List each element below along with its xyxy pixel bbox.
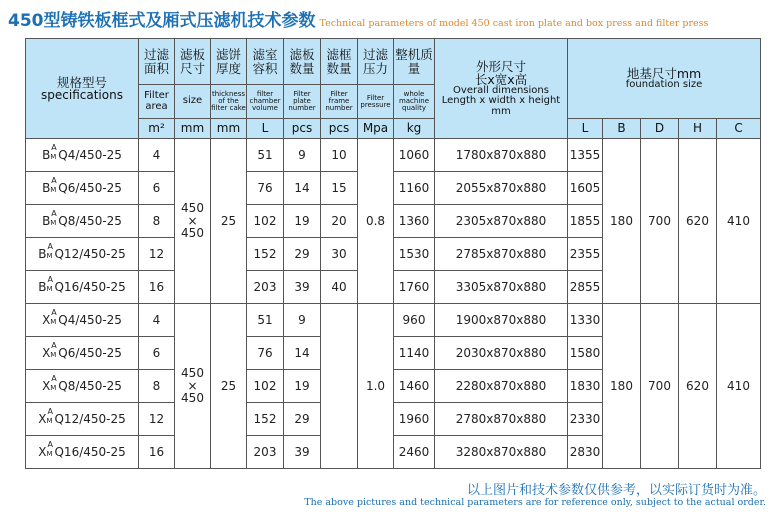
header-chamber-volume-en: filter chamber volume: [247, 85, 284, 119]
dims-cell: 2305x870x880: [435, 205, 568, 238]
model-cell: B A M Q4/450-25: [26, 139, 139, 172]
header-chamber-volume: 滤室容积: [247, 39, 284, 85]
volume-cell: 51: [247, 304, 284, 337]
cake-thickness-cell: 25: [211, 304, 247, 469]
header-frame-number: 滤框数量: [321, 39, 358, 85]
model-cell: X A M Q8/450-25: [26, 370, 139, 403]
cake-thickness-cell: 25: [211, 139, 247, 304]
volume-cell: 152: [247, 403, 284, 436]
pressure-cell: 0.8: [358, 139, 394, 304]
header-spec: 规格型号 specifications: [26, 39, 139, 139]
area-cell: 4: [139, 304, 175, 337]
plates-cell: 19: [284, 205, 321, 238]
header-plate-number-en: Filter plate number: [284, 85, 321, 119]
foundation-l-cell: 2330: [568, 403, 603, 436]
foundation-h-cell: 620: [679, 304, 717, 469]
frames-cell: 30: [321, 238, 358, 271]
title-chinese: 450型铸铁板框式及厢式压滤机技术参数: [8, 11, 316, 31]
area-cell: 12: [139, 238, 175, 271]
area-cell: 16: [139, 436, 175, 469]
page-title: [8, 6, 774, 32]
mass-cell: 1530: [394, 238, 435, 271]
mass-cell: 1060: [394, 139, 435, 172]
foundation-l-cell: 2355: [568, 238, 603, 271]
model-cell: B A M Q6/450-25: [26, 172, 139, 205]
foundation-l-cell: 1855: [568, 205, 603, 238]
area-cell: 4: [139, 139, 175, 172]
area-cell: 6: [139, 337, 175, 370]
plates-cell: 19: [284, 370, 321, 403]
foundation-h-cell: 620: [679, 139, 717, 304]
foundation-l-cell: 1580: [568, 337, 603, 370]
foundation-l-cell: 2855: [568, 271, 603, 304]
header-plate-size: 滤板尺寸: [175, 39, 211, 85]
volume-cell: 51: [247, 139, 284, 172]
foundation-l-cell: 2830: [568, 436, 603, 469]
plates-cell: 39: [284, 436, 321, 469]
dims-cell: 1900x870x880: [435, 304, 568, 337]
foundation-c-cell: 410: [717, 139, 761, 304]
model-cell: X A M Q4/450-25: [26, 304, 139, 337]
header-frame-number-en: Filter frame number: [321, 85, 358, 119]
foundation-col-b: B: [603, 119, 641, 139]
table-header: [26, 39, 761, 139]
mass-cell: 1760: [394, 271, 435, 304]
mass-cell: 960: [394, 304, 435, 337]
volume-cell: 76: [247, 172, 284, 205]
unit-machine-quality: kg: [394, 119, 435, 139]
volume-cell: 76: [247, 337, 284, 370]
header-machine-quality: 整机质量: [394, 39, 435, 85]
footer-note-english: The above pictures and technical parameters are for reference only, subject to the actual order.: [304, 497, 766, 508]
dims-cell: 3305x870x880: [435, 271, 568, 304]
header-filter-area: 过滤面积: [139, 39, 175, 85]
foundation-col-d: D: [641, 119, 679, 139]
table-row: [26, 139, 761, 172]
unit-filter-pressure: Mpa: [358, 119, 394, 139]
header-plate-number: 滤板数量: [284, 39, 321, 85]
frames-cell: 20: [321, 205, 358, 238]
foundation-col-l: L: [568, 119, 603, 139]
dims-cell: 1780x870x880: [435, 139, 568, 172]
header-foundation: 地基尺寸mm foundation size: [568, 39, 761, 119]
volume-cell: 102: [247, 370, 284, 403]
plates-cell: 14: [284, 172, 321, 205]
pressure-cell: 1.0: [358, 304, 394, 469]
model-cell: B A M Q12/450-25: [26, 238, 139, 271]
plate-size-cell: 450 × 450: [175, 304, 211, 469]
plates-cell: 39: [284, 271, 321, 304]
dims-cell: 2785x870x880: [435, 238, 568, 271]
unit-frame-number: pcs: [321, 119, 358, 139]
dims-cell: 2280x870x880: [435, 370, 568, 403]
header-filter-pressure-en: Filter pressure: [358, 85, 394, 119]
unit-plate-size: mm: [175, 119, 211, 139]
plates-cell: 29: [284, 403, 321, 436]
area-cell: 8: [139, 205, 175, 238]
foundation-b-cell: 180: [603, 304, 641, 469]
unit-cake-thickness: mm: [211, 119, 247, 139]
foundation-d-cell: 700: [641, 139, 679, 304]
foundation-l-cell: 1330: [568, 304, 603, 337]
model-cell: X A M Q16/450-25: [26, 436, 139, 469]
frames-cell: 10: [321, 139, 358, 172]
foundation-d-cell: 700: [641, 304, 679, 469]
plates-cell: 14: [284, 337, 321, 370]
foundation-col-c: C: [717, 119, 761, 139]
dims-cell: 3280x870x880: [435, 436, 568, 469]
plates-cell: 9: [284, 139, 321, 172]
header-plate-size-en: size: [175, 85, 211, 119]
area-cell: 6: [139, 172, 175, 205]
title-english: Technical parameters of model 450 cast iron plate and box press and filter press: [319, 18, 709, 29]
mass-cell: 1460: [394, 370, 435, 403]
mass-cell: 1360: [394, 205, 435, 238]
foundation-b-cell: 180: [603, 139, 641, 304]
header-machine-quality-en: whole machine quality: [394, 85, 435, 119]
unit-plate-number: pcs: [284, 119, 321, 139]
header-overall-dimensions: 外形尺寸 长x宽x高 Overall dimensions Length x width x height mm: [435, 39, 568, 139]
foundation-l-cell: 1830: [568, 370, 603, 403]
dims-cell: 2055x870x880: [435, 172, 568, 205]
foundation-col-h: H: [679, 119, 717, 139]
mass-cell: 1140: [394, 337, 435, 370]
header-cake-thickness: 滤饼厚度: [211, 39, 247, 85]
mass-cell: 1160: [394, 172, 435, 205]
plates-cell: 9: [284, 304, 321, 337]
foundation-l-cell: 1605: [568, 172, 603, 205]
model-cell: X A M Q6/450-25: [26, 337, 139, 370]
model-cell: X A M Q12/450-25: [26, 403, 139, 436]
model-cell: B A M Q8/450-25: [26, 205, 139, 238]
dims-cell: 2780x870x880: [435, 403, 568, 436]
frames-cell: 40: [321, 271, 358, 304]
volume-cell: 152: [247, 238, 284, 271]
area-cell: 16: [139, 271, 175, 304]
mass-cell: 1960: [394, 403, 435, 436]
foundation-l-cell: 1355: [568, 139, 603, 172]
area-cell: 12: [139, 403, 175, 436]
plates-cell: 29: [284, 238, 321, 271]
volume-cell: 203: [247, 271, 284, 304]
unit-filter-area: m²: [139, 119, 175, 139]
area-cell: 8: [139, 370, 175, 403]
header-filter-area-en: Filter area: [139, 85, 175, 119]
unit-chamber-volume: L: [247, 119, 284, 139]
table-row: [26, 304, 761, 337]
frames-cell: 15: [321, 172, 358, 205]
header-cake-thickness-en: thickness of the filter cake: [211, 85, 247, 119]
foundation-c-cell: 410: [717, 304, 761, 469]
model-cell: B A M Q16/450-25: [26, 271, 139, 304]
volume-cell: 102: [247, 205, 284, 238]
table-body: [26, 139, 761, 469]
dims-cell: 2030x870x880: [435, 337, 568, 370]
volume-cell: 203: [247, 436, 284, 469]
spec-table: [25, 38, 761, 469]
header-filter-pressure: 过滤压力: [358, 39, 394, 85]
plate-size-cell: 450 × 450: [175, 139, 211, 304]
footer-note-chinese: 以上图片和技术参数仅供参考，以实际订货时为准。: [466, 483, 766, 498]
mass-cell: 2460: [394, 436, 435, 469]
frames-cell-empty: [321, 304, 358, 469]
